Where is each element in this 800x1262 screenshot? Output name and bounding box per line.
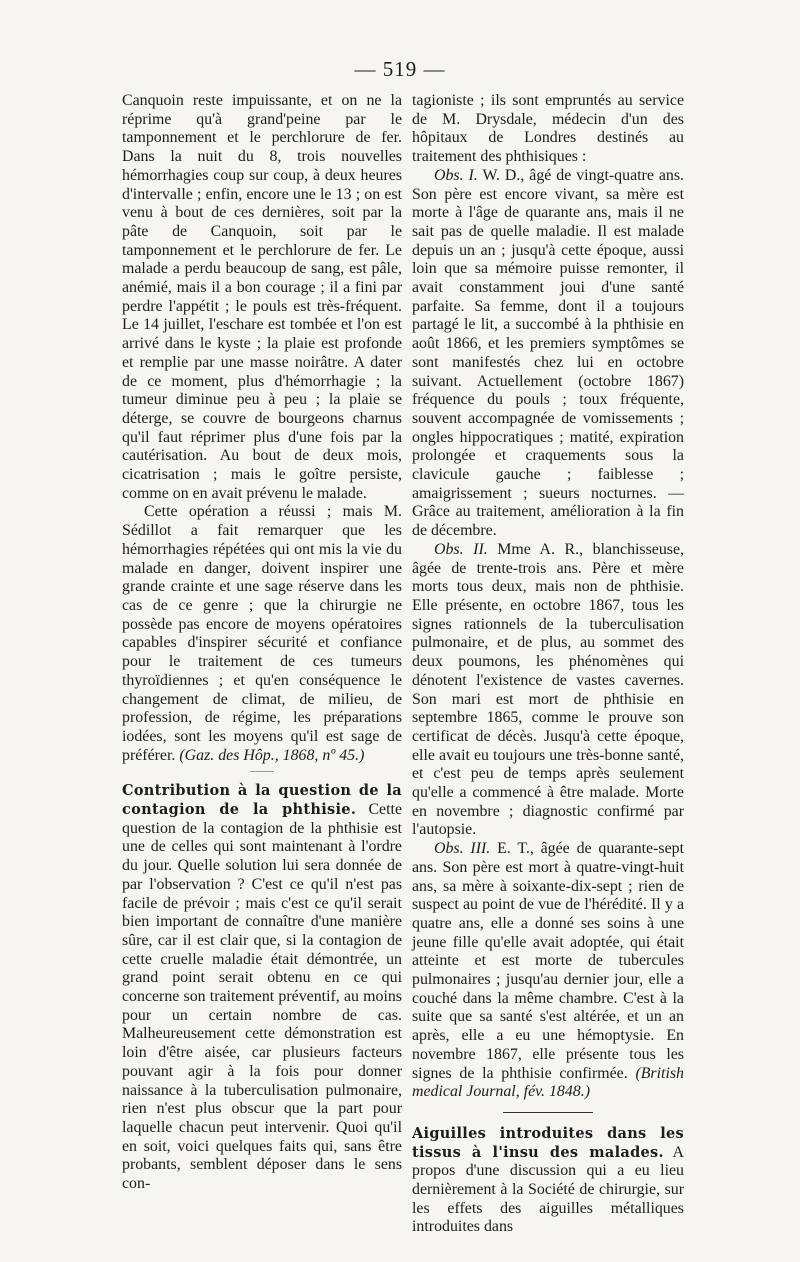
paragraph: tagioniste ; ils sont empruntés au service de M. Drysdale, médecin d'un des hôpitaux de Londres destinés au traitement des phthisiques : [412, 92, 684, 166]
section-text: A propos d'une discussion qui a eu lieu dernièrement à la Société de chirurgie, sur les effets des aiguilles métalliques introduites dans [412, 1143, 684, 1236]
section-heading: Aiguilles introduites dans les tissus à l'insu des malades. [412, 1124, 684, 1161]
source-citation: (British medical Journal, fév. 1848.) [412, 1064, 684, 1101]
paragraph: Canquoin reste impuissante, et on ne la réprime qu'à grand'peine par le tamponnement et le perchlorure de fer. Dans la nuit du 8, trois nouvelles hémorrhagies coup sur coup, à deux heures d'intervalle ; enfin, encore une le 13 ; on est venu à bout de ces dernières, soit par la pâte de Canquoin, soit par le tamponnement et le perchlorure de fer. Le malade a perdu beaucoup de sang, est pâle, anémié, mais il a bon courage ; il a fini par perdre l'appétit ; le pouls est très-fréquent. Le 14 juillet, l'eschare est tombée et l'on est arrivé dans le kyste ; la plaie est profonde et remplie par une masse noirâtre. A dater de ce moment, plus d'hémorrhagie ; la tumeur diminue peu à peu ; la plaie se déterge, se couvre de bourgeons charnus qu'il faut réprimer plus d'une fois par la cautérisation. Au bout de deux mois, cicatrisation ; mais le goître persiste, comme on en avait prévenu le malade. [122, 92, 402, 502]
observation-label: Obs. III. [434, 840, 491, 858]
observation-label: Obs. II. [434, 540, 488, 558]
left-column [122, 92, 402, 1194]
section-paragraph [412, 1125, 684, 1237]
page-number: — 519 — [354, 57, 446, 81]
paragraph [122, 503, 402, 765]
right-column [412, 92, 684, 1237]
observation-text: E. T., âgée de quarante-sept ans. Son père est mort à quatre-vingt-huit ans, sa mère à soixante-dix-sept ; rien de suspect au point de vue de l'hérédité. Il y a quatre ans, elle a donné ses soins à une jeune fille qu'elle avait adoptée, qui était atteinte et est morte de tubercules pulmonaires ; jusqu'au dernier jour, elle a couché dans la même chambre. C'est à la suite que sa santé s'est altérée, et un an après, elle a eu une hémoptysie. En novembre 1867, elle présente tous les signes de la phthisie confirmée. [412, 840, 684, 1082]
observation [412, 840, 684, 1102]
divider [250, 771, 274, 772]
section-text: Cette question de la contagion de la phthisie est une de celles qui sont maintenant à l'ordre du jour. Quelle solution lui sera donnée de par l'observation ? C'est ce qu'il n'est pas facile de prévoir ; mais c'est ce qu'il serait bien important de connaître d'une manière sûre, car il est clair que, si la contagion de cette cruelle maladie était démontrée, un grand point serait obtenu en ce qui concerne son traitement préventif, au moins pour un certain nombre de cas. Malheureusement cette démonstration est loin d'être aisée, car plusieurs facteurs pouvant agir à la fois pour donner naissance à la tuberculisation pulmonaire, rien n'est plus obscur que la part pour laquelle chacun peut intervenir. Quoi qu'il en soit, voici quelques faits qui, sans être probants, semblent déposer dans le sens con- [122, 801, 402, 1193]
section-heading: Contribution à la question de la contagion de la phthisie. [122, 782, 402, 819]
divider [503, 1112, 593, 1113]
paragraph-text: Cette opération a réussi ; mais M. Sédillot a fait remarquer que les hémorrhagies répétées qui ont mis la vie du malade en danger, doivent inspirer une grande crainte et une sage réserve dans les cas de ce genre ; que la chirurgie ne possède pas encore de moyens opératoires capables d'inspirer sécurité et confiance pour le traitement de ces tumeurs thyroïdiennes ; et qu'en conséquence le changement de climat, de milieu, de profession, de régime, les préparations iodées, sont les moyens qu'il est sage de préférer. [122, 503, 402, 764]
observation-label: Obs. I. [434, 166, 478, 184]
observation [412, 541, 684, 840]
observation-text: Mme A. R., blanchisseuse, âgée de trente-trois ans. Père et mère morts tous deux, mais non de phthisie. Elle présente, en octobre 1867, tous les signes rationnels de la tuberculisation pulmonaire, et de plus, au sommet des deux poumons, les phénomènes qui dénotent l'existence de vastes cavernes. Son mari est mort de phthisie en septembre 1865, comme le prouve son certificat de décès. Jusqu'à cette époque, elle avait eu toujours une très-bonne santé, et c'est peu de temps après seulement qu'elle a commencé à être malade. Morte en novembre ; diagnostic confirmé par l'autopsie. [412, 540, 685, 839]
section-paragraph [122, 782, 402, 1193]
observation-text: W. D., âgé de vingt-quatre ans. Son père est encore vivant, sa mère est morte à l'âge de quarante ans, mais il ne sait pas de quelle maladie. Il est malade depuis un an ; jusqu'à cette époque, aussi loin que sa mémoire puisse remonter, il avait constamment joui d'une santé parfaite. Sa femme, dont il a toujours partagé le lit, a succombé à la phthisie en août 1866, et les premiers symptômes se sont manifestés chez lui en octobre suivant. Actuellement (octobre 1867) fréquence du pouls ; toux fréquente, souvent accompagnée de vomissements ; ongles hippocratiques ; matité, expiration prolongée et craquements sous la clavicule gauche ; faiblesse ; amaigrissement ; sueurs nocturnes. — Grâce au traitement, amélioration à la fin de décembre. [412, 166, 684, 540]
source-citation: (Gaz. des Hôp., 1868, nº 45.) [179, 746, 365, 764]
observation [412, 167, 684, 541]
